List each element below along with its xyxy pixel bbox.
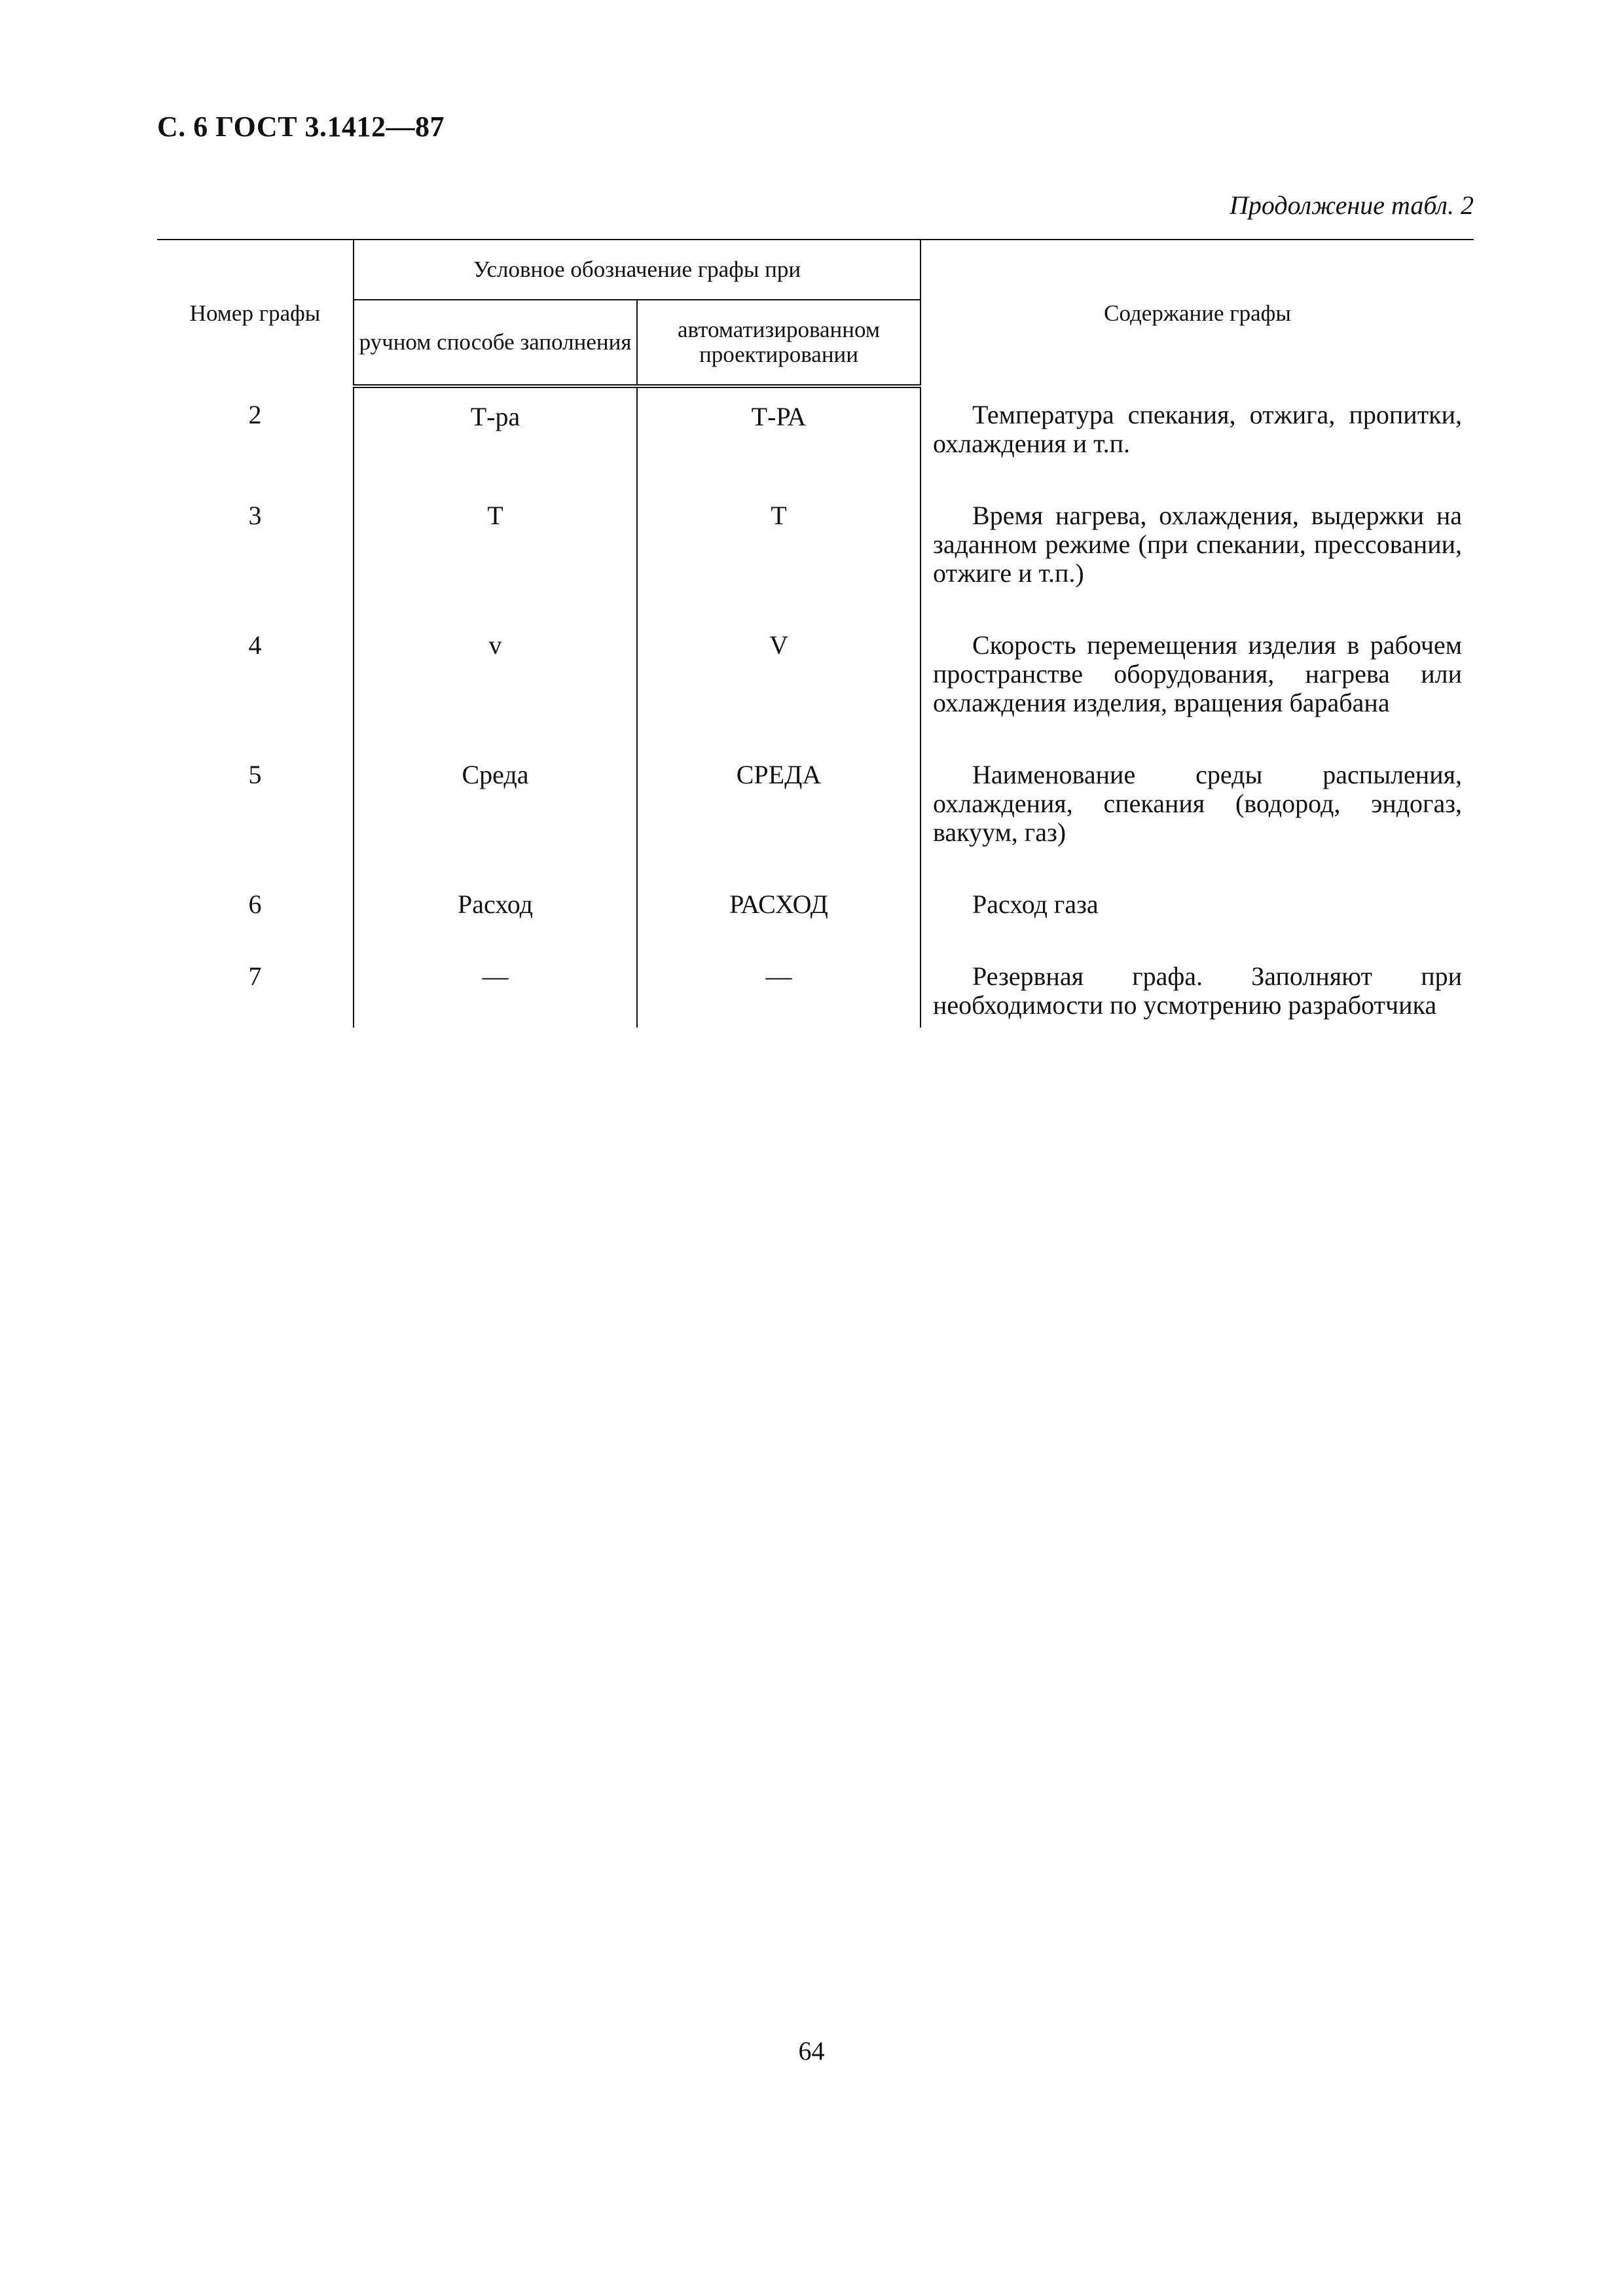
table-row [157, 746, 1474, 876]
row-number: 6 [157, 876, 354, 948]
row-automated-designation: — [637, 948, 921, 1028]
row-manual-designation: v [354, 617, 637, 746]
row-manual-designation: Среда [354, 746, 637, 876]
page-header: С. 6 ГОСТ 3.1412—87 [157, 111, 445, 143]
graph-designation-table [157, 239, 1474, 1028]
row-automated-designation: РАСХОД [637, 876, 921, 948]
row-number: 7 [157, 948, 354, 1028]
row-number: 3 [157, 487, 354, 617]
row-automated-designation: V [637, 617, 921, 746]
row-content: Расход газа [972, 889, 1099, 919]
row-content: Наименование среды распыления, охлаждения, спекания (водород, эндогаз, вакуум, газ) [933, 760, 1463, 847]
row-number: 2 [157, 386, 354, 487]
row-automated-designation: Т [637, 487, 921, 617]
row-content: Время нагрева, охлаждения, выдержки на заданном режиме (при спекании, прессовании, отжиге и т.п.) [933, 501, 1463, 588]
page-number: 64 [798, 2036, 825, 2066]
header-manual-filling: ручном способе заполнения [354, 300, 637, 386]
header-graph-number: Номер графы [157, 240, 354, 386]
row-manual-designation: Т-ра [354, 386, 637, 487]
header-automated-design: автоматизированном проектировании [637, 300, 921, 386]
table-row [157, 948, 1474, 1028]
table-row [157, 386, 1474, 487]
row-manual-designation: Расход [354, 876, 637, 948]
header-graph-content: Содержание графы [921, 240, 1474, 386]
row-manual-designation: — [354, 948, 637, 1028]
table-row [157, 487, 1474, 617]
row-content: Скорость перемещения изделия в рабочем пространстве оборудования, нагрева или охлаждения изделия, вращения барабана [933, 630, 1463, 717]
row-automated-designation: СРЕДА [637, 746, 921, 876]
row-automated-designation: Т-РА [637, 386, 921, 487]
table-continuation-label: Продолжение табл. 2 [1229, 190, 1474, 220]
row-manual-designation: Т [354, 487, 637, 617]
table-row [157, 876, 1474, 948]
row-number: 5 [157, 746, 354, 876]
row-content: Температура спекания, отжига, пропитки, охлаждения и т.п. [933, 400, 1463, 458]
row-content: Резервная графа. Заполняют при необходимости по усмотрению разработчика [933, 961, 1463, 1020]
header-designation-group: Условное обозначение графы при [354, 240, 921, 300]
row-number: 4 [157, 617, 354, 746]
table-row [157, 617, 1474, 746]
